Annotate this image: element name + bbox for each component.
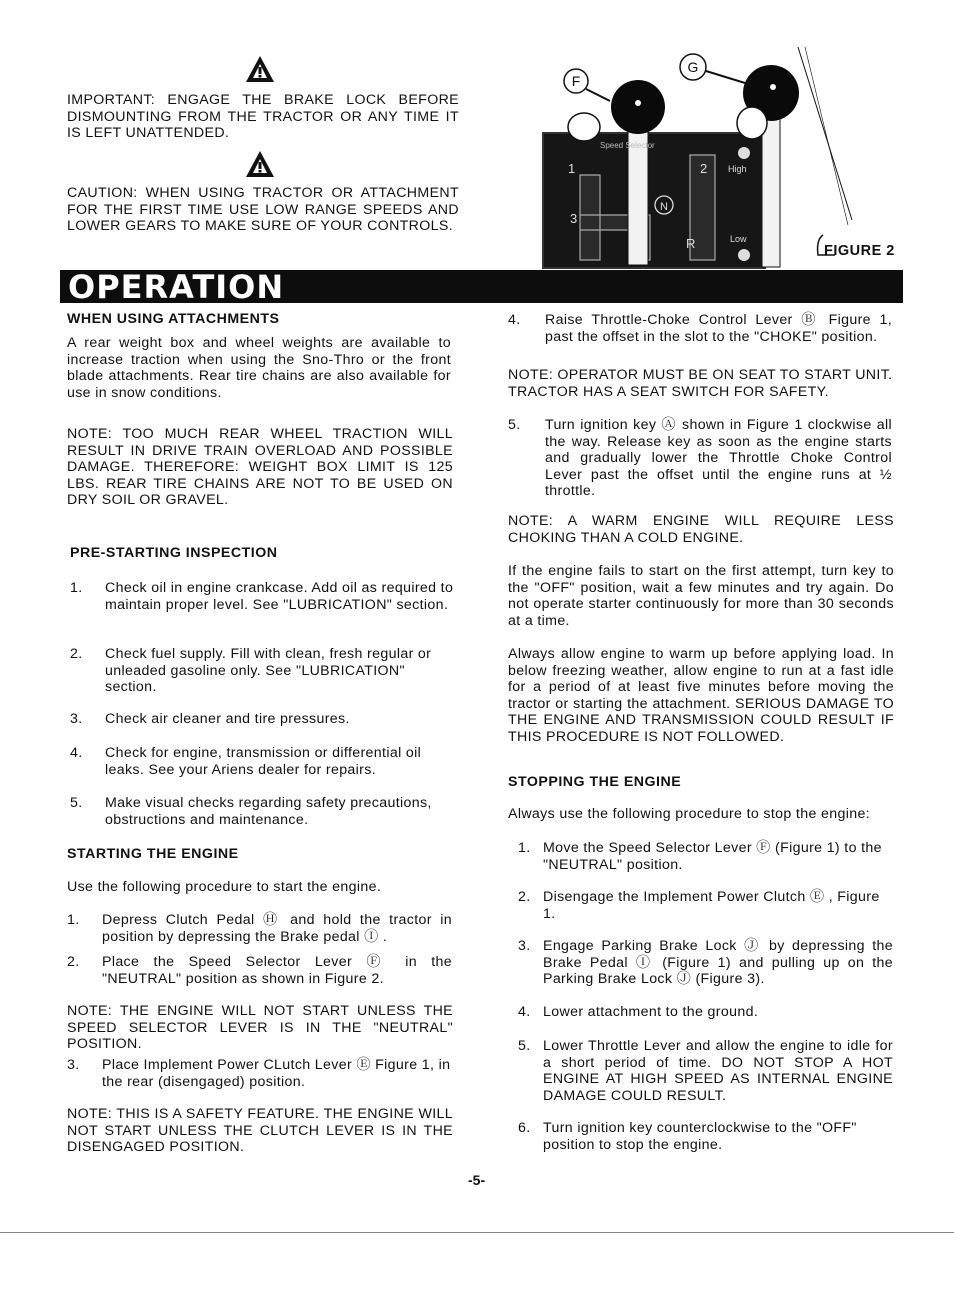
prestart-heading: PRE-STARTING INSPECTION (70, 545, 278, 561)
warm-note: NOTE: A WARM ENGINE WILL REQUIRE LESS CHOKING THAN A COLD ENGINE. (508, 513, 894, 546)
list-item: 5. Turn ignition key Ⓐ shown in Figure 1 clockwise all the way. Release key as soon as the engine starts and gradually lower the Throttle Choke Control Lever past the offset until the engine runs at ½ throttle. (508, 417, 892, 500)
callout-g: G (687, 59, 699, 75)
high-label: High (728, 164, 747, 174)
important-warning: IMPORTANT: ENGAGE THE BRAKE LOCK BEFORE DISMOUNTING FROM THE TRACTOR OR ANY TIME IT IS LEFT UNATTENDED. (67, 92, 459, 142)
safety-note: NOTE: THIS IS A SAFETY FEATURE. THE ENGINE WILL NOT START UNLESS THE CLUTCH LEVER IS IN THE DISENGAGED POSITION. (67, 1106, 453, 1156)
list-item: 5. Make visual checks regarding safety precautions, obstructions and maintenance. (70, 795, 432, 828)
caution-warning: CAUTION: WHEN USING TRACTOR OR ATTACHMENT FOR THE FIRST TIME USE LOW RANGE SPEEDS AND LOWER GEARS TO MAKE SURE OF YOUR CONTROLS. (67, 185, 459, 235)
warmup-text: Always allow engine to warm up before applying load. In below freezing weather, allow engine to run at a fast idle for a period of at least five minutes before moving the tractor or starting the attachment. SERIOUS DAMAGE TO THE ENGINE AND TRANSMISSION COULD RESULT IF THIS PROCEDURE IS NOT FOLLOWED. (508, 646, 894, 745)
list-item: 3. Check air cleaner and tire pressures. (70, 711, 350, 727)
list-item: 2. Check fuel supply. Fill with clean, fresh regular or unleaded gasoline only. See "LUBRICATION" section. (70, 646, 432, 696)
starting-intro: Use the following procedure to start the engine. (67, 879, 382, 895)
gear-r-label: R (686, 236, 696, 251)
gear-2-label: 2 (700, 161, 708, 176)
list-item: 5. Lower Throttle Lever and allow the engine to idle for a short period of time. DO NOT STOP A HOT ENGINE AT HIGH SPEED AS INTERNAL ENGINE DAMAGE COULD RESULT. (518, 1038, 893, 1104)
list-item: 1. Check oil in engine crankcase. Add oil as required to maintain proper level. See "LUBRICATION" section. (70, 580, 454, 613)
low-label: Low (730, 234, 747, 244)
list-item: 3. Place Implement Power CLutch Lever Ⓔ Figure 1, in the rear (disengaged) position. (67, 1057, 451, 1090)
neutral-note: NOTE: THE ENGINE WILL NOT START UNLESS THE SPEED SELECTOR LEVER IS IN THE "NEUTRAL" POSITION. (67, 1003, 453, 1053)
figure-caption: FIGURE 2 (824, 243, 895, 259)
callout-f: F (571, 73, 581, 89)
list-item: 6. Turn ignition key counterclockwise to the "OFF" position to stop the engine. (518, 1120, 857, 1153)
plate-text: Speed Selector (600, 141, 655, 150)
stopping-heading: STOPPING THE ENGINE (508, 774, 682, 790)
list-item: 2. Disengage the Implement Power Clutch Ⓔ , Figure 1. (518, 889, 880, 922)
list-item: 4. Lower attachment to the ground. (518, 1004, 759, 1020)
section-banner (60, 268, 903, 306)
seat-note: NOTE: OPERATOR MUST BE ON SEAT TO START UNIT. TRACTOR HAS A SEAT SWITCH FOR SAFETY. (508, 367, 893, 400)
list-item: 4. Check for engine, transmission or differential oil leaks. See your Ariens dealer for repairs. (70, 745, 422, 778)
caution-triangle-icon (245, 150, 275, 178)
attachments-heading: WHEN USING ATTACHMENTS (67, 311, 280, 327)
attachments-text: A rear weight box and wheel weights are available to increase traction when using the Sno-Thro or the front blade attachments. Rear tire chains are also available for use in snow conditions. (67, 335, 451, 401)
section-title: OPERATION (68, 268, 285, 306)
list-item: 1. Move the Speed Selector Lever Ⓕ (Figure 1) to the "NEUTRAL" position. (518, 840, 882, 873)
bottom-rule (0, 1232, 954, 1233)
page-number: -5- (468, 1172, 486, 1188)
list-item: 3. Engage Parking Brake Lock Ⓙ by depressing the Brake Pedal Ⓘ (Figure 1) and pulling up on the Parking Brake Lock Ⓙ (Figure 3). (518, 938, 893, 988)
list-item: 4. Raise Throttle-Choke Control Lever Ⓑ Figure 1, past the offset in the slot to the "CHOKE" position. (508, 312, 892, 345)
gear-1-label: 1 (568, 161, 576, 176)
stopping-intro: Always use the following procedure to stop the engine: (508, 806, 870, 822)
neutral-label: N (660, 201, 668, 213)
warning-triangle-icon (245, 55, 275, 83)
starting-heading: STARTING THE ENGINE (67, 846, 239, 862)
fail-text: If the engine fails to start on the first attempt, turn key to the "OFF" position, wait a few minutes and try again. Do not operate starter continuously for more than 30 seconds at a time. (508, 563, 894, 629)
list-item: 2. Place the Speed Selector Lever Ⓕ in the "NEUTRAL" position as shown in Figure 2. (67, 954, 452, 987)
traction-note: NOTE: TOO MUCH REAR WHEEL TRACTION WILL RESULT IN DRIVE TRAIN OVERLOAD AND POSSIBLE DAMAGE. THEREFORE: WEIGHT BOX LIMIT IS 125 LBS. REAR TIRE CHAINS ARE NOT TO BE USED ON DRY SOIL OR GRAVEL. (67, 426, 453, 509)
list-item: 1. Depress Clutch Pedal Ⓗ and hold the tractor in position by depressing the Brake pedal Ⓘ . (67, 912, 452, 945)
speed-selector-figure (540, 45, 900, 270)
gear-3-label: 3 (570, 211, 578, 226)
